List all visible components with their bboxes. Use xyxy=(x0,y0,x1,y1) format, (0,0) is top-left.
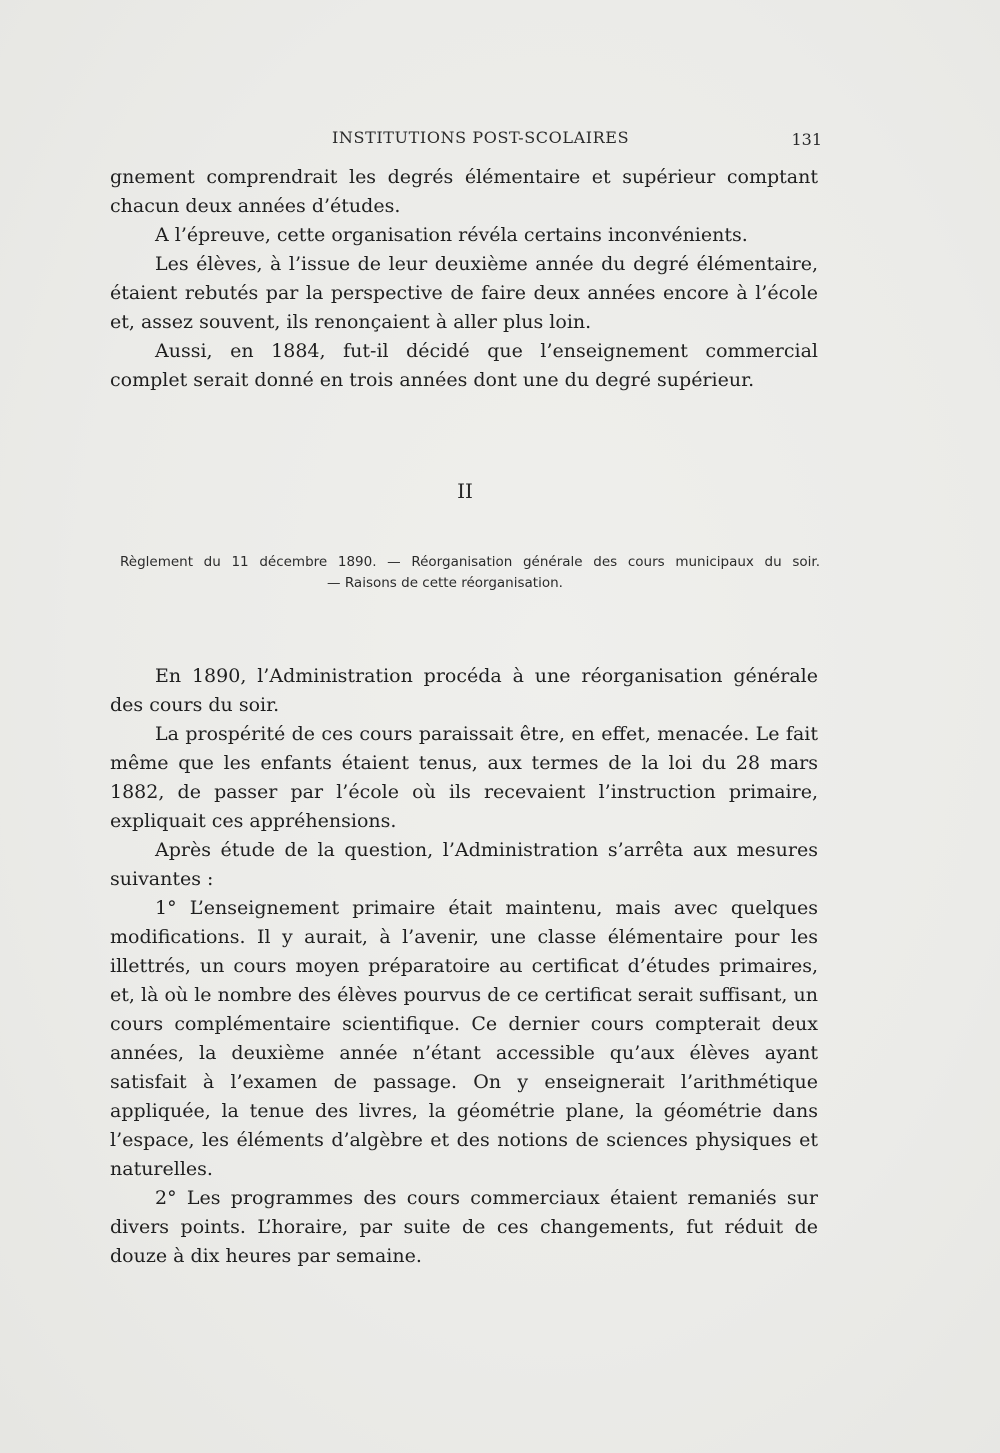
paragraph: 2° Les programmes des cours commerciaux étaient remaniés sur divers points. L’horaire, par suite de ces changements, fut réduit de douze à dix heures par semaine. xyxy=(110,1187,818,1267)
paragraph: La prospérité de ces cours paraissait être, en effet, menacée. Le fait même que les enfants étaient tenus, aux termes de la loi du 28 mars 1882, de passer par l’école où ils recevaient l’instruction primaire, expliquait ces appréhensions. xyxy=(110,723,818,832)
summary-line: Règlement du 11 décembre 1890. — Réorganisation générale des cours municipaux du soir. xyxy=(120,554,820,570)
page-number: 131 xyxy=(791,130,822,149)
paragraph: gnement comprendrait les degrés élémentaire et supérieur comptant chacun deux années d’études. xyxy=(110,166,818,217)
paragraph: A l’épreuve, cette organisation révéla certains inconvénients. xyxy=(155,224,748,246)
body-text-block xyxy=(110,662,818,1271)
paragraph: En 1890, l’Administration procéda à une réorganisation générale des cours du soir. xyxy=(110,665,818,716)
paragraph: Aussi, en 1884, fut-il décidé que l’enseignement commercial complet serait donné en trois années dont une du degré supérieur. xyxy=(110,340,818,391)
paragraph: 1° L’enseignement primaire était maintenu, mais avec quelques modifications. Il y aurait, à l’avenir, une classe élémentaire pour les illettrés, un cours moyen préparatoire au certificat d’études primaires, et, là où le nombre des élèves pourvus de ce certificat serait suffisant, un cours complémentaire scientifique. Ce dernier cours compterait deux années, la deuxième année n’étant accessible qu’aux élèves ayant satisfait à l’examen de passage. On y enseignerait l’arithmétique appliquée, la tenue des livres, la géométrie plane, la géométrie dans l’espace, les éléments d’algèbre et des notions de sciences physiques et naturelles. xyxy=(110,897,818,1180)
section-summary xyxy=(120,552,820,594)
top-text-block xyxy=(110,163,818,395)
running-title: INSTITUTIONS POST-SCOLAIRES xyxy=(332,128,630,147)
paragraph: Les élèves, à l’issue de leur deuxième année du degré élémentaire, étaient rebutés par la perspective de faire deux années encore à l’école et, assez souvent, ils renonçaient à aller plus loin. xyxy=(110,253,818,333)
running-head xyxy=(110,128,822,152)
summary-line: — Raisons de cette réorganisation. xyxy=(327,575,563,591)
paragraph: Après étude de la question, l’Administration s’arrêta aux mesures suivantes : xyxy=(110,839,818,890)
section-number: II xyxy=(457,479,473,503)
